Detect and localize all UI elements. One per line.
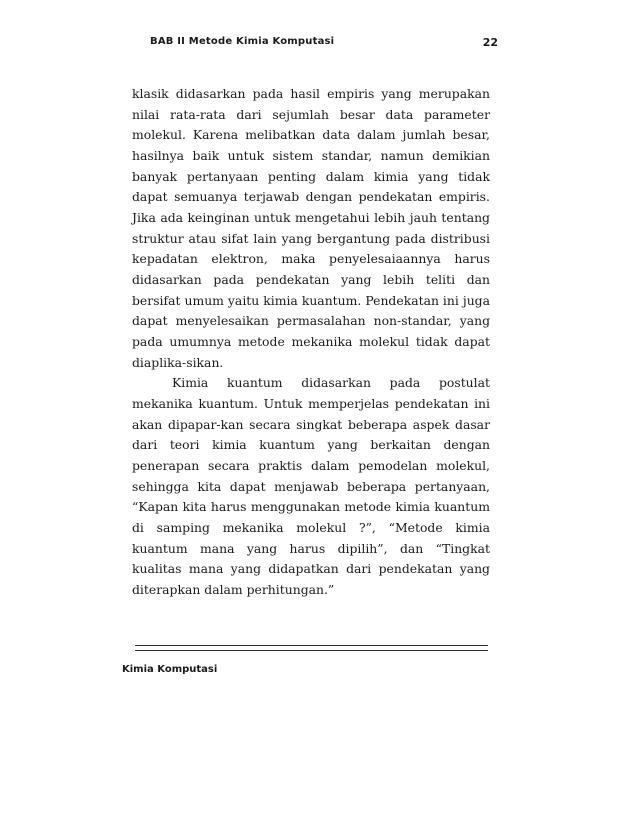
- body-text: [132, 84, 490, 601]
- paragraph: klasik didasarkan pada hasil empiris yang merupakan nilai rata-rata dari sejumlah besar data parameter molekul. Karena melibatkan data dalam jumlah besar, hasilnya baik untuk sistem standar, namun demikian banyak pertanyaan penting dalam kimia yang tidak dapat semuanya terjawab dengan pendekatan empiris. Jika ada keinginan untuk mengetahui lebih jauh tentang struktur atau sifat lain yang bergantung pada distribusi kepadatan elektron, maka penyelesaiaannya harus didasarkan pada pendekatan yang lebih teliti dan bersifat umum yaitu kimia kuantum. Pendekatan ini juga dapat menyelesaikan permasalahan non-standar, yang pada umumnya metode mekanika molekul tidak dapat diaplika-sikan.: [132, 86, 490, 370]
- chapter-title: BAB II Metode Kimia Komputasi: [150, 36, 335, 47]
- footer-book-title: Kimia Komputasi: [122, 664, 218, 675]
- footer-divider: [135, 645, 488, 651]
- page-number: 22: [482, 36, 498, 49]
- paragraph: Kimia kuantum didasarkan pada postulat mekanika kuantum. Untuk memperjelas pendekatan ini akan dipapar-kan secara singkat beberapa aspek dasar dari teori kimia kuantum yang berkaitan dengan penerapan secara praktis dalam pemodelan molekul, sehingga kita dapat menjawab beberapa pertanyaan, “Kapan kita harus menggunakan metode kimia kuantum di samping mekanika molekul ?”, “Metode kimia kuantum mana yang harus dipilih”, dan “Tingkat kualitas mana yang didapatkan dari pendekatan yang diterapkan dalam perhitungan.”: [132, 375, 490, 598]
- page-header: [150, 36, 498, 56]
